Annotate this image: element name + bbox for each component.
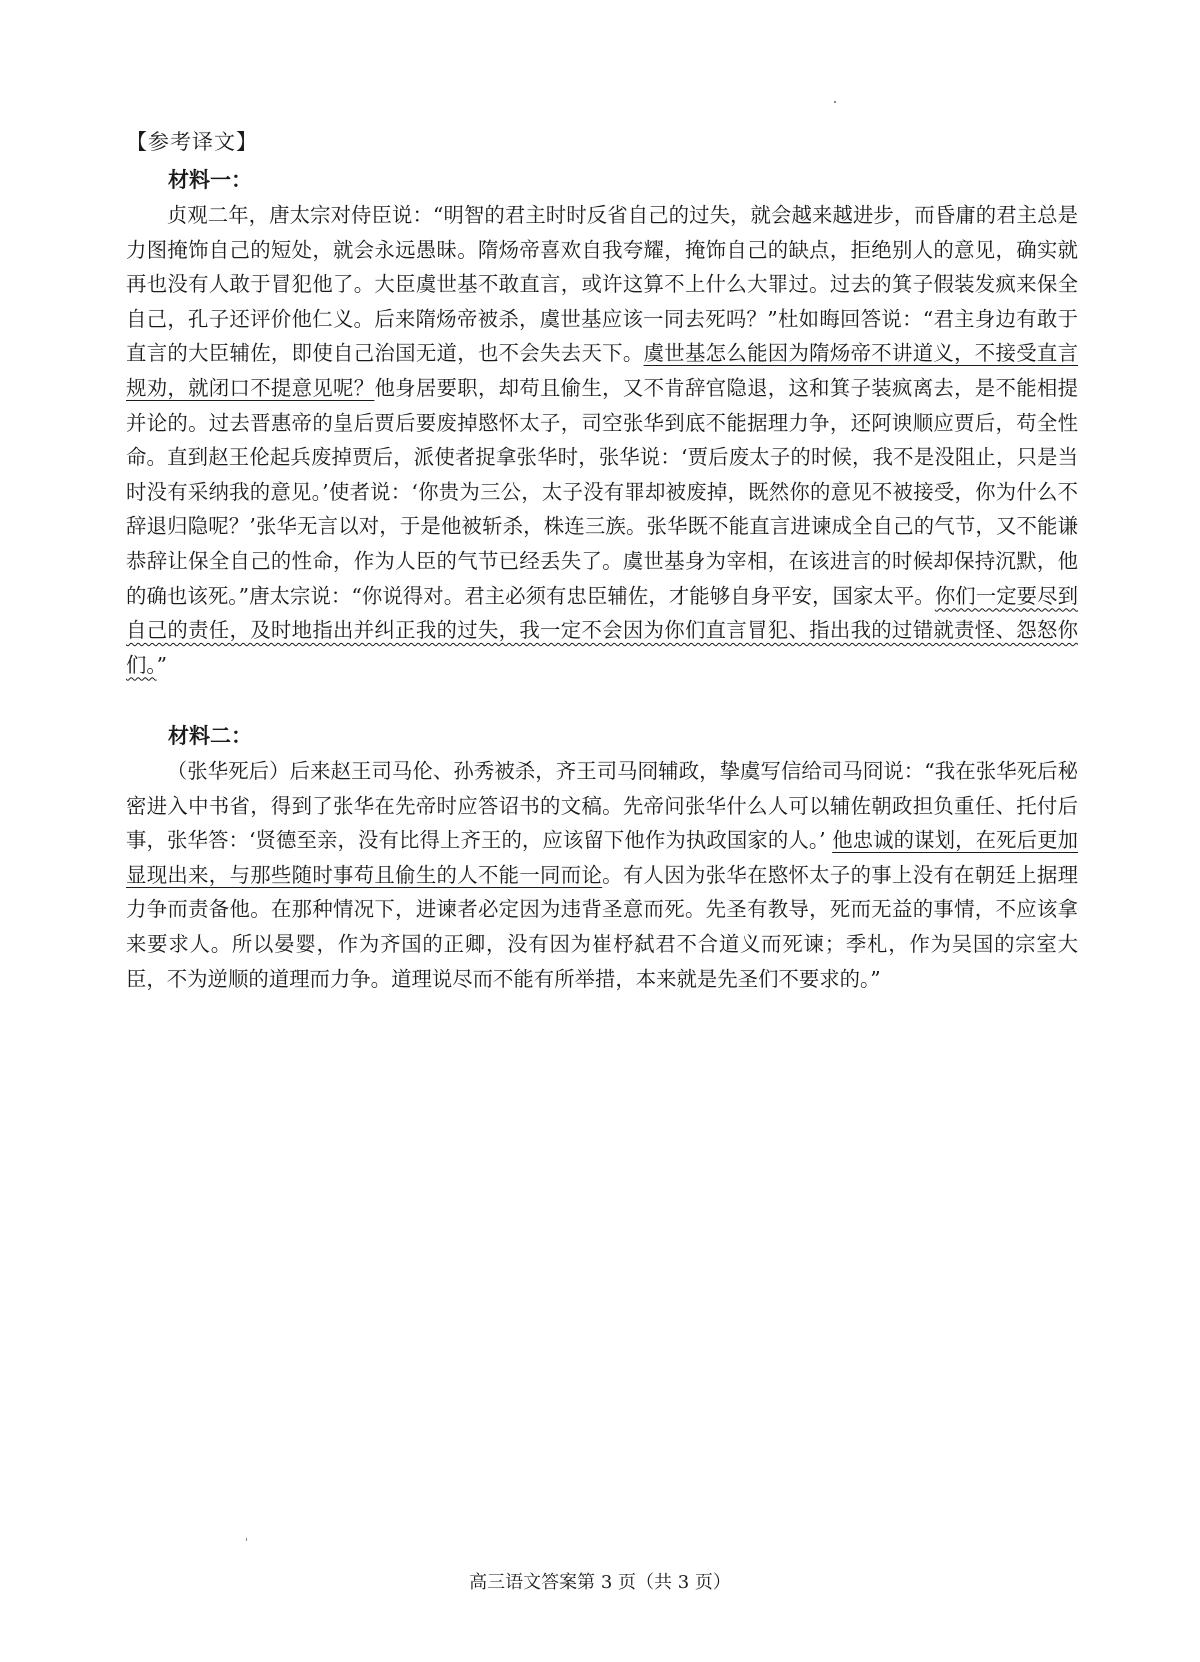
material-one-underlined-sentence: 虞世基怎么能因为隋炀帝不讲道义，不接受直言规劝，就闭口不提意见呢？ — [126, 341, 1078, 400]
scan-speck — [834, 101, 836, 103]
material-two-paragraph — [126, 754, 1078, 996]
material-one-title: 材料一： — [168, 167, 252, 192]
material-one-wavy-underlined-sentence: 你们一定要尽到自己的责任，及时地指出并纠正我的过失，我一定不会因为你们直言冒犯、指出我的过错就责怪、怨怒你们。 — [126, 583, 1078, 677]
page-footer: 高三语文答案第 3 页（共 3 页） — [469, 1572, 731, 1593]
scan-speck — [246, 1538, 247, 1541]
material-one-text-2: 他身居要职，却苟且偷生，又不肯辞官隐退，这和箕子装疯离去，是不能相提并论的。过去晋惠帝的皇后贾后要废掉愍怀太子，司空张华到底不能据理力争，还阿谀顺应贾后，苟全性命。直到赵王伦起兵废掉贾后，派使者捉拿张华时，张华说：‘贾后废太子的时候，我不是没阻止，只是当时没有采纳我的意见。’使者说：‘你贵为三公，太子没有罪却被废掉，既然你的意见不被接受，你为什么不辞退归隐呢？’张华无言以对，于是他被斩杀，株连三族。张华既不能直言进谏成全自己的气节，又不能谦恭辞让保全自己的性命，作为人臣的气节已经丢失了。虞世基身为宰相，在该进言的时候却保持沉默，他的确也该死。”唐太宗说：“你说得对。君主必须有忠臣辅佐，才能够自身平安，国家太平。 — [126, 375, 1079, 608]
material-one-text-1: 贞观二年，唐太宗对侍臣说：“明智的君主时时反省自己的过失，就会越来越进步，而昏庸的君主总是力图掩饰自己的短处，就会永远愚昧。隋炀帝喜欢自我夸耀，掩饰自己的缺点，拒绝别人的意见，确实就再也没有人敢于冒犯他了。大臣虞世基不敢直言，或许这算不上什么大罪过。过去的箕子假装发疯来保全自己，孔子还评价他仁义。后来隋炀帝被杀，虞世基应该一同去死吗？”杜如晦回答说：“君主身边有敢于直言的大臣辅佐，即使自己治国无道，也不会失去天下。 — [126, 203, 1078, 366]
material-one-paragraph — [126, 198, 1078, 682]
material-two-text-2: 。有人因为张华在愍怀太子的事上没有在朝廷上据理力争而责备他。在那种情况下，进谏者必定因为违背圣意而死。先圣有教导，死而无益的事情，不应该拿来要求人。所以晏婴，作为齐国的正卿，没有因为崔杼弑君不合道义而死谏；季札，作为吴国的宗室大臣，不为逆顺的道理而力争。道理说尽而不能有所举措，本来就是先圣们不要求的。” — [126, 862, 1078, 991]
material-two-title: 材料二： — [168, 723, 252, 748]
page-heading: 【参考译文】 — [126, 130, 258, 154]
material-two-text-1: （张华死后）后来赵王司马伦、孙秀被杀，齐王司马冏辅政，挚虞写信给司马冏说：“我在张华死后秘密进入中书省，得到了张华在先帝时应答诏书的文稿。先帝问张华什么人可以辅佐朝政担负重任、托付后事，张华答：‘贤德至亲，没有比得上齐王的，应该留下他作为执政国家的人。’ — [126, 759, 1078, 853]
material-one-text-3: ” — [156, 652, 168, 677]
material-two-underlined-sentence: 他忠诚的谋划，在死后更加显现出来，与那些随时事苟且偷生的人不能一同而论 — [126, 828, 1078, 887]
material-one-section — [126, 162, 1078, 682]
material-two-section — [126, 718, 1078, 996]
